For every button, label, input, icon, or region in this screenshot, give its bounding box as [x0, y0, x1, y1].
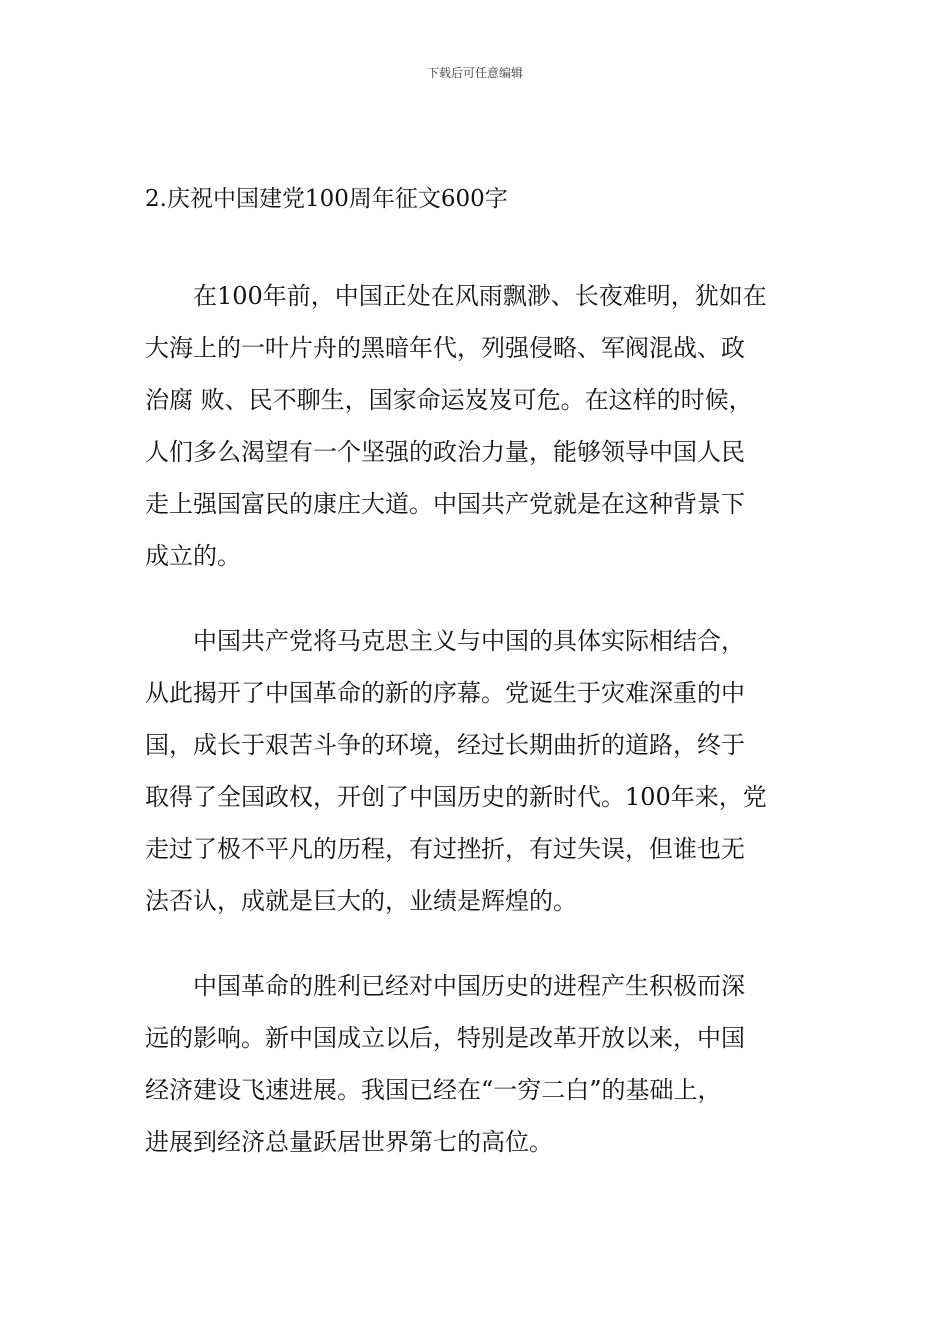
- paragraph-line: 从此揭开了中国革命的新的序幕。党诞生于灾难深重的中: [145, 679, 745, 707]
- paragraph-line: 远的影响。新中国成立以后，特别是改革开放以来，中国: [145, 1024, 745, 1052]
- paragraph-line: 取得了全国政权，开创了中国历史的新时代。100年来，党: [145, 783, 767, 811]
- paragraph-line: 走过了极不平凡的历程，有过挫折，有过失误，但谁也无: [145, 835, 745, 863]
- paragraph-line: 成立的。: [145, 542, 241, 570]
- document-title: 2.庆祝中国建党100周年征文600字: [145, 186, 508, 212]
- paragraph-line: 大海上的一叶片舟的黑暗年代，列强侵略、军阀混战、政: [145, 334, 745, 362]
- page-header: 下载后可任意编辑: [426, 66, 523, 80]
- paragraph-2: [145, 615, 810, 927]
- paragraph-1: [145, 270, 810, 582]
- paragraph-line: 国，成长于艰苦斗争的环境，经过长期曲折的道路，终于: [145, 731, 745, 759]
- paragraph-line: 走上强国富民的康庄大道。中国共产党就是在这种背景下: [145, 490, 745, 518]
- paragraph-line: 治腐 败、民不聊生，国家命运岌岌可危。在这样的时候，: [145, 386, 753, 414]
- paragraph-line: 经济建设飞速进展。我国已经在“一穷二白”的基础上，: [145, 1076, 722, 1104]
- paragraph-line: 人们多么渴望有一个坚强的政治力量，能够领导中国人民: [145, 438, 745, 466]
- paragraph-line: 在100年前，中国正处在风雨飘渺、长夜难明，犹如在: [145, 282, 767, 310]
- paragraph-line: 法否认，成就是巨大的，业绩是辉煌的。: [145, 887, 577, 915]
- paragraph-line: 进展到经济总量跃居世界第七的高位。: [145, 1128, 553, 1156]
- paragraph-line: 中国革命的胜利已经对中国历史的进程产生积极而深: [145, 972, 745, 1000]
- paragraph-line: 中国共产党将马克思主义与中国的具体实际相结合，: [145, 627, 745, 655]
- paragraph-3: [145, 960, 810, 1168]
